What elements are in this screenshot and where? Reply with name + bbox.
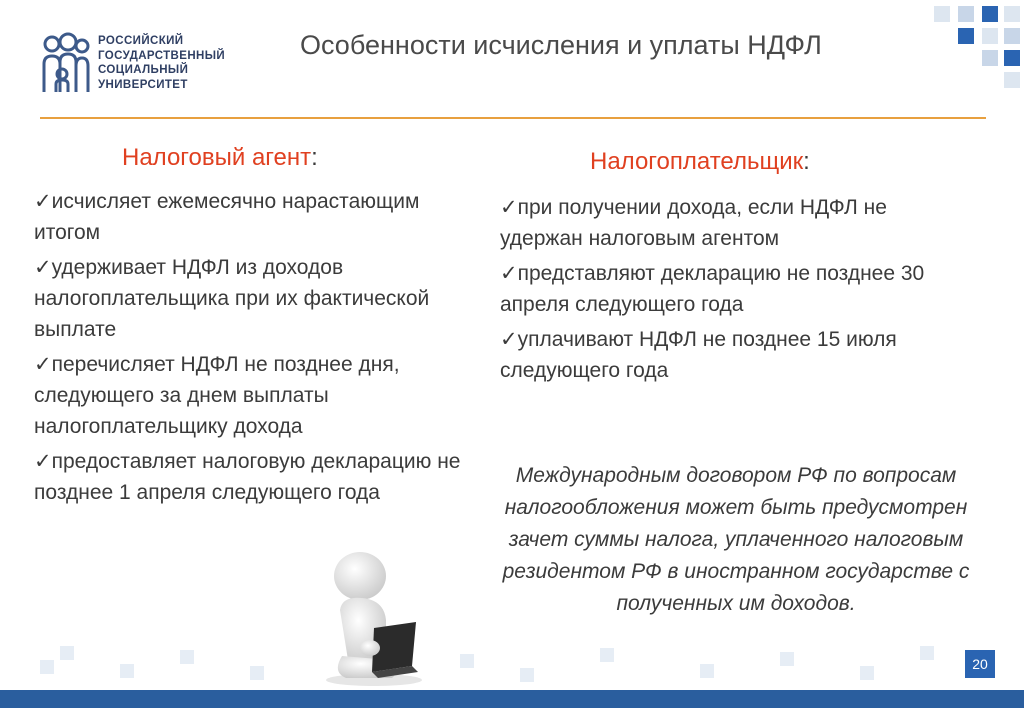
list-item-text: перечисляет НДФЛ не позднее дня, следующего за днем выплаты налогоплательщику дохода [34, 353, 400, 438]
list-item [34, 186, 464, 248]
right-heading-text: Налогоплательщик [590, 148, 804, 175]
university-logo [38, 30, 238, 100]
decor-square [1004, 72, 1020, 88]
list-item-text: представляют декларацию не позднее 30 апреля следующего года [500, 262, 925, 316]
decor-square [982, 6, 998, 22]
list-item-text: исчисляет ежемесячно нарастающим итогом [34, 190, 420, 244]
decor-square [982, 50, 998, 66]
slide-title: Особенности исчисления и уплаты НДФЛ [300, 30, 822, 60]
check-icon: ✓ [34, 450, 52, 473]
decor-square [1004, 50, 1020, 66]
decor-square [958, 6, 974, 22]
title-divider [40, 117, 986, 119]
check-icon: ✓ [500, 328, 518, 351]
decor-square [982, 28, 998, 44]
logo-line: ГОСУДАРСТВЕННЫЙ [98, 49, 226, 62]
left-heading-colon: : [311, 144, 318, 171]
check-icon: ✓ [34, 256, 52, 279]
check-icon: ✓ [500, 196, 518, 219]
list-item [34, 252, 464, 345]
decor-square [934, 6, 950, 22]
right-column-heading [590, 148, 810, 176]
list-item [500, 258, 970, 320]
logo-line: РОССИЙСКИЙ [98, 35, 184, 47]
list-item-text: предоставляет налоговую декларацию не позднее 1 апреля следующего года [34, 450, 461, 504]
list-item [34, 446, 464, 508]
decor-square [1004, 28, 1020, 44]
left-column-list [34, 186, 464, 512]
list-item [500, 192, 970, 254]
decor-square [958, 28, 974, 44]
logo-text [98, 34, 225, 92]
list-item-text: уплачивают НДФЛ не позднее 15 июля следующего года [500, 328, 897, 382]
list-item [500, 324, 970, 386]
right-heading-colon: : [803, 148, 810, 175]
list-item-text: при получении дохода, если НДФЛ не удержан налоговым агентом [500, 196, 887, 250]
list-item-text: удерживает НДФЛ из доходов налогоплательщика при их фактической выплате [34, 256, 430, 341]
logo-line: СОЦИАЛЬНЫЙ [98, 64, 189, 76]
list-item [34, 349, 464, 442]
check-icon: ✓ [34, 353, 52, 376]
note-text: Международным договором РФ по вопросам налогообложения может быть предусмотрен зачет суммы налога, уплаченного налоговым резидентом РФ в иностранном государстве с полученных им доходов. [502, 464, 970, 615]
check-icon: ✓ [34, 190, 52, 213]
footer-bar [0, 690, 1024, 708]
left-column-heading [122, 144, 318, 172]
page-number: 20 [965, 650, 995, 678]
person-with-laptop-illustration [312, 548, 432, 688]
decor-square [1004, 6, 1020, 22]
logo-line: УНИВЕРСИТЕТ [98, 78, 188, 91]
check-icon: ✓ [500, 262, 518, 285]
right-column-list [500, 192, 970, 390]
pixel-decoration [0, 640, 1024, 690]
left-heading-text: Налоговый агент [122, 144, 312, 171]
people-logo-icon [38, 32, 94, 96]
